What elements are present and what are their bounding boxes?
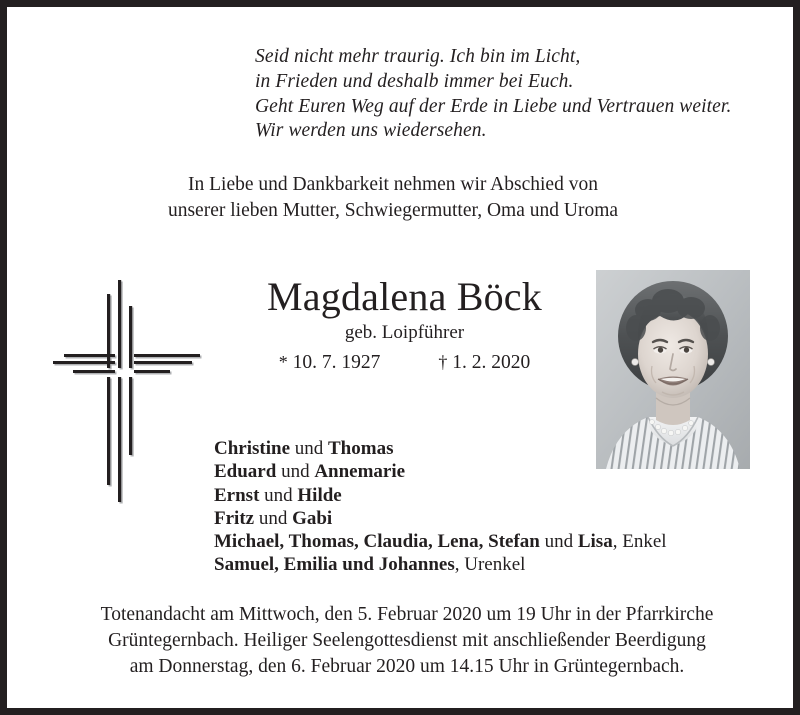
verse-line: Geht Euren Weg auf der Erde in Liebe und Vertrauen weiter. bbox=[255, 95, 732, 117]
survivor-name: Ernst bbox=[214, 484, 260, 506]
survivor-row bbox=[214, 507, 774, 530]
conjunction: und bbox=[290, 438, 328, 459]
death-date: 1. 2. 2020 bbox=[452, 352, 531, 373]
cross-icon bbox=[40, 265, 210, 513]
relation-label: , Enkel bbox=[612, 531, 667, 553]
survivor-name: Lisa bbox=[577, 531, 613, 553]
memorial-verse bbox=[255, 45, 795, 144]
verse-line: Seid nicht mehr traurig. Ich bin im Licht, bbox=[255, 46, 581, 67]
survivor-row bbox=[214, 437, 774, 460]
survivor-row bbox=[214, 530, 774, 553]
conjunction: und bbox=[259, 484, 298, 506]
survivor-name: Thomas bbox=[328, 438, 394, 459]
intro-line: In Liebe und Dankbarkeit nehmen wir Abschied von bbox=[188, 174, 598, 195]
survivor-name: Gabi bbox=[292, 507, 333, 529]
birth-date: 10. 7. 1927 bbox=[292, 352, 381, 373]
funeral-line: am Donnerstag, den 6. Februar 2020 um 14.15 Uhr in Grüntegernbach. bbox=[129, 656, 685, 677]
funeral-line: Totenandacht am Mittwoch, den 5. Februar 2020 um 19 Uhr in der Pfarrkirche bbox=[100, 604, 714, 625]
death-date-item bbox=[438, 350, 530, 375]
verse-line: Wir werden uns wiedersehen. bbox=[255, 120, 487, 142]
intro-line: unserer lieben Mutter, Schwiegermutter, Oma und Uroma bbox=[167, 199, 619, 221]
farewell-intro bbox=[7, 172, 800, 223]
deceased-name: Magdalena Böck bbox=[267, 274, 542, 319]
life-dates bbox=[212, 350, 597, 375]
maiden-name: geb. Loipführer bbox=[344, 322, 465, 343]
survivor-name: Annemarie bbox=[314, 461, 406, 483]
survivor-row bbox=[214, 484, 774, 507]
birth-date-item bbox=[279, 350, 381, 375]
conjunction: und bbox=[539, 531, 578, 553]
survivors-list bbox=[214, 437, 774, 577]
verse-line: in Frieden und deshalb immer bei Euch. bbox=[255, 70, 574, 92]
survivor-row bbox=[214, 460, 774, 483]
relation-label: , Urenkel bbox=[454, 554, 526, 576]
deceased-name-block bbox=[212, 275, 597, 375]
survivor-row bbox=[214, 553, 774, 576]
survivor-name: Christine bbox=[214, 438, 290, 459]
funeral-line: Grüntegernbach. Heiliger Seelengottesdienst mit anschließender Beerdigung bbox=[108, 630, 706, 651]
funeral-details bbox=[7, 602, 800, 680]
survivor-name: Fritz bbox=[214, 507, 255, 529]
survivor-name: Hilde bbox=[297, 484, 342, 506]
survivor-name: Eduard bbox=[214, 461, 277, 483]
survivor-name: Samuel, Emilia und Johannes bbox=[214, 554, 455, 576]
death-cross-icon: † bbox=[438, 352, 448, 372]
conjunction: und bbox=[276, 461, 315, 483]
survivor-name: Michael, Thomas, Claudia, Lena, Stefan bbox=[214, 531, 540, 553]
birth-star-icon: * bbox=[278, 352, 288, 372]
conjunction: und bbox=[254, 507, 293, 529]
